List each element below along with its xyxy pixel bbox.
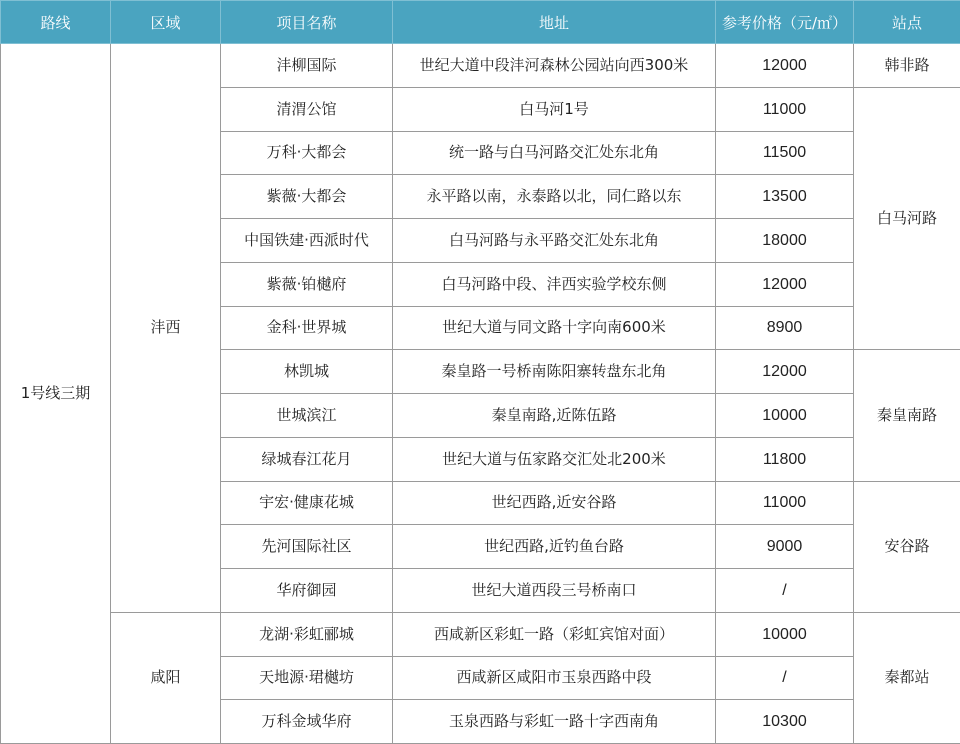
project-price: 10000 [716,612,854,656]
project-address: 永平路以南，永泰路以北，同仁路以东 [393,175,716,219]
project-price: 11500 [716,131,854,175]
project-address: 西咸新区咸阳市玉泉西路中段 [393,656,716,700]
project-name: 林凯城 [221,350,393,394]
project-name: 天地源·珺樾坊 [221,656,393,700]
header-row [1,1,960,44]
project-price: 9000 [716,525,854,569]
project-name: 金科·世界城 [221,306,393,350]
project-address: 统一路与白马河路交汇处东北角 [393,131,716,175]
project-address: 白马河1号 [393,87,716,131]
station-cell: 韩非路 [854,44,960,88]
project-address: 秦皇路一号桥南陈阳寨转盘东北角 [393,350,716,394]
header-project: 项目名称 [221,1,393,44]
project-address: 玉泉西路与彩虹一路十字西南角 [393,700,716,744]
project-price: 18000 [716,219,854,263]
project-price: / [716,656,854,700]
project-price: 10000 [716,394,854,438]
project-name: 华府御园 [221,569,393,613]
project-address: 世纪西路,近钓鱼台路 [393,525,716,569]
project-price: 11000 [716,481,854,525]
project-address: 世纪西路,近安谷路 [393,481,716,525]
project-price: 11000 [716,87,854,131]
project-name: 紫薇·铂樾府 [221,262,393,306]
header-address: 地址 [393,1,716,44]
district-cell: 咸阳 [111,612,221,743]
header-route: 路线 [1,1,111,44]
project-name: 先河国际社区 [221,525,393,569]
project-name: 紫薇·大都会 [221,175,393,219]
project-name: 万科金域华府 [221,700,393,744]
table-row [1,612,960,656]
table-row [1,44,960,88]
district-cell: 沣西 [111,44,221,613]
station-cell: 秦都站 [854,612,960,743]
project-price: 13500 [716,175,854,219]
project-name: 宇宏·健康花城 [221,481,393,525]
project-address: 世纪大道西段三号桥南口 [393,569,716,613]
project-price: 11800 [716,437,854,481]
station-cell: 秦皇南路 [854,350,960,481]
project-price: 10300 [716,700,854,744]
project-name: 沣柳国际 [221,44,393,88]
project-address: 秦皇南路,近陈伍路 [393,394,716,438]
project-price: 12000 [716,262,854,306]
project-name: 清渭公馆 [221,87,393,131]
project-address: 世纪大道中段沣河森林公园站向西300米 [393,44,716,88]
project-name: 绿城春江花月 [221,437,393,481]
project-address: 白马河路与永平路交汇处东北角 [393,219,716,263]
project-name: 中国铁建·西派时代 [221,219,393,263]
project-price: 8900 [716,306,854,350]
header-district: 区域 [111,1,221,44]
station-cell: 白马河路 [854,87,960,350]
header-price: 参考价格（元/㎡） [716,1,854,44]
project-address: 白马河路中段、沣西实验学校东侧 [393,262,716,306]
project-address: 西咸新区彩虹一路（彩虹宾馆对面） [393,612,716,656]
project-price: 12000 [716,44,854,88]
route-cell: 1号线三期 [1,44,111,744]
project-name: 龙湖·彩虹郦城 [221,612,393,656]
project-name: 万科·大都会 [221,131,393,175]
station-cell: 安谷路 [854,481,960,612]
header-station: 站点 [854,1,960,44]
project-address: 世纪大道与伍家路交汇处北200米 [393,437,716,481]
project-name: 世城滨江 [221,394,393,438]
project-price: 12000 [716,350,854,394]
project-price: / [716,569,854,613]
project-address: 世纪大道与同文路十字向南600米 [393,306,716,350]
